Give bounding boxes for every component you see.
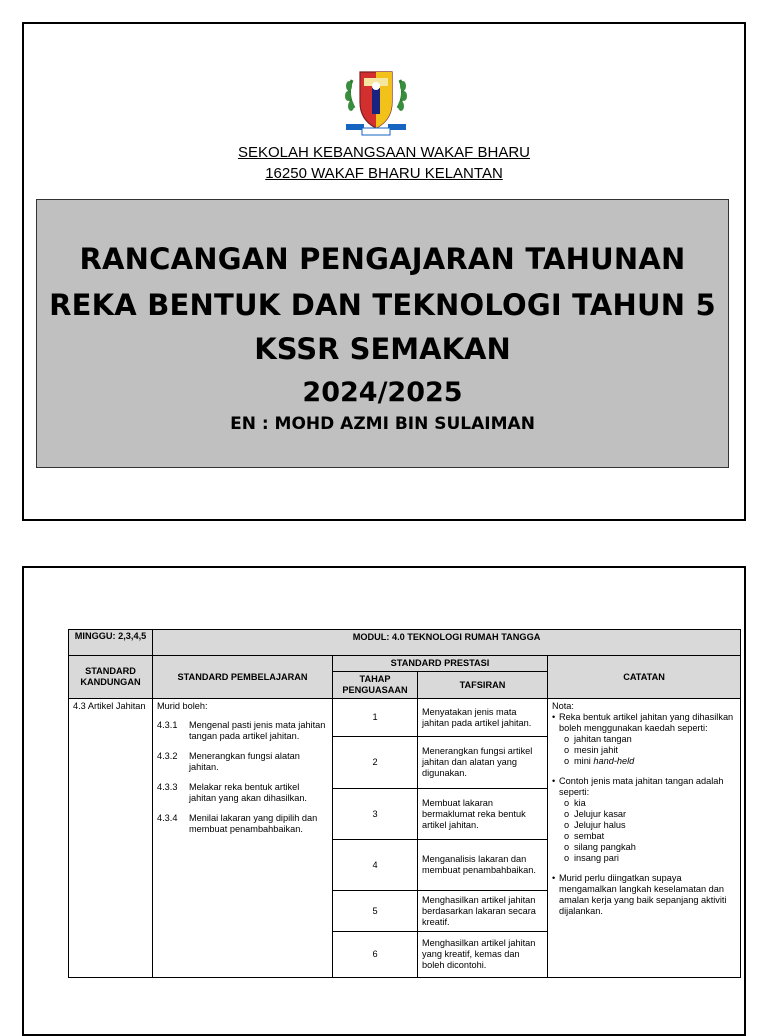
list-item: [157, 751, 328, 773]
school-address: 16250 WAKAF BHARU KELANTAN: [265, 165, 503, 182]
list-item: o silang pangkah: [564, 842, 636, 852]
list-item: o Jelujur kasar: [564, 809, 627, 819]
note-2: • Contoh jenis mata jahitan tangan adalah seperti:: [552, 776, 724, 797]
tafsiran-5: Menghasilkan artikel jahitan berdasarkan lakaran secara kreatif.: [418, 891, 548, 932]
sp-code: 4.3.4: [157, 813, 178, 823]
list-item: o insang pari: [564, 853, 619, 863]
title-line-1: RANCANGAN PENGAJARAN TAHUNAN: [79, 242, 686, 276]
kandungan-cell: [69, 699, 153, 978]
plan-table: [68, 629, 741, 978]
tafsiran-3: Membuat lakaran bermaklumat reka bentuk artikel jahitan.: [418, 789, 548, 840]
level-2: 2: [333, 737, 418, 789]
teacher-name: EN : MOHD AZMI BIN SULAIMAN: [230, 414, 535, 434]
sp-text: Melakar reka bentuk artikel jahitan yang akan dihasilkan.: [189, 782, 307, 803]
week-cell: MINGGU: 2,3,4,5: [69, 630, 153, 656]
sp-text: Menerangkan fungsi alatan jahitan.: [189, 751, 300, 772]
list-item: o sembat: [564, 831, 605, 841]
sp-text: Menilai lakaran yang dipilih dan membuat penambahbaikan.: [189, 813, 318, 834]
title-line-3: KSSR SEMAKAN: [254, 332, 511, 366]
sp-code: 4.3.3: [157, 782, 178, 792]
list-item: [157, 813, 328, 835]
list-item: o Jelujur halus: [564, 820, 626, 830]
pembelajaran-cell: [153, 699, 333, 978]
note-3: • Murid perlu diingatkan supaya mengamalkan langkah keselamatan dan amalan kerja yang baik sepanjang aktiviti dijalankan.: [552, 873, 727, 916]
level-5: 5: [333, 891, 418, 932]
catatan-heading: Nota:: [552, 701, 574, 711]
list-item: o jahitan tangan: [564, 734, 632, 744]
year-label: 2024/2025: [302, 377, 463, 408]
sp-code: 4.3.2: [157, 751, 178, 761]
list-item: o kia: [564, 798, 586, 808]
header-tahap: TAHAP PENGUASAAN: [333, 672, 418, 699]
level-3: 3: [333, 789, 418, 840]
tafsiran-4: Menganalisis lakaran dan membuat penambahbaikan.: [418, 840, 548, 891]
tafsiran-6: Menghasilkan artikel jahitan yang kreatif, kemas dan boleh dicontohi.: [418, 932, 548, 978]
header-standard-prestasi: STANDARD PRESTASI: [333, 656, 548, 672]
tafsiran-1: Menyatakan jenis mata jahitan pada artikel jahitan.: [418, 699, 548, 737]
cover-page: [22, 22, 746, 521]
level-6: 6: [333, 932, 418, 978]
header-standard-pembelajaran: STANDARD PEMBELAJARAN: [153, 656, 333, 699]
level-1: 1: [333, 699, 418, 737]
header-tafsiran: TAFSIRAN: [418, 672, 548, 699]
module-cell: MODUL: 4.0 TEKNOLOGI RUMAH TANGGA: [153, 630, 741, 656]
school-crest-icon: [340, 64, 412, 140]
list-item: [157, 720, 328, 742]
header-catatan: CATATAN: [548, 656, 741, 699]
level-4: 4: [333, 840, 418, 891]
list-item: [157, 782, 328, 804]
list-item: o mini hand-held: [564, 756, 635, 766]
note-1: • Reka bentuk artikel jahitan yang dihasilkan boleh menggunakan kaedah seperti:: [552, 712, 734, 733]
sp-code: 4.3.1: [157, 720, 178, 730]
tafsiran-2: Menerangkan fungsi artikel jahitan dan alatan yang digunakan.: [418, 737, 548, 789]
title-banner: [36, 199, 729, 468]
pembelajaran-intro: Murid boleh:: [157, 701, 208, 711]
header-standard-kandungan: STANDARD KANDUNGAN: [69, 656, 153, 699]
list-item: o mesin jahit: [564, 745, 618, 755]
school-name: SEKOLAH KEBANGSAAN WAKAF BHARU: [237, 144, 531, 161]
plan-page: [22, 566, 746, 1036]
kandungan-text: 4.3 Artikel Jahitan: [73, 701, 146, 711]
catatan-cell: [548, 699, 741, 978]
sp-text: Mengenal pasti jenis mata jahitan tangan pada artikel jahitan.: [189, 720, 326, 741]
title-line-2: REKA BENTUK DAN TEKNOLOGI TAHUN 5: [49, 288, 716, 322]
